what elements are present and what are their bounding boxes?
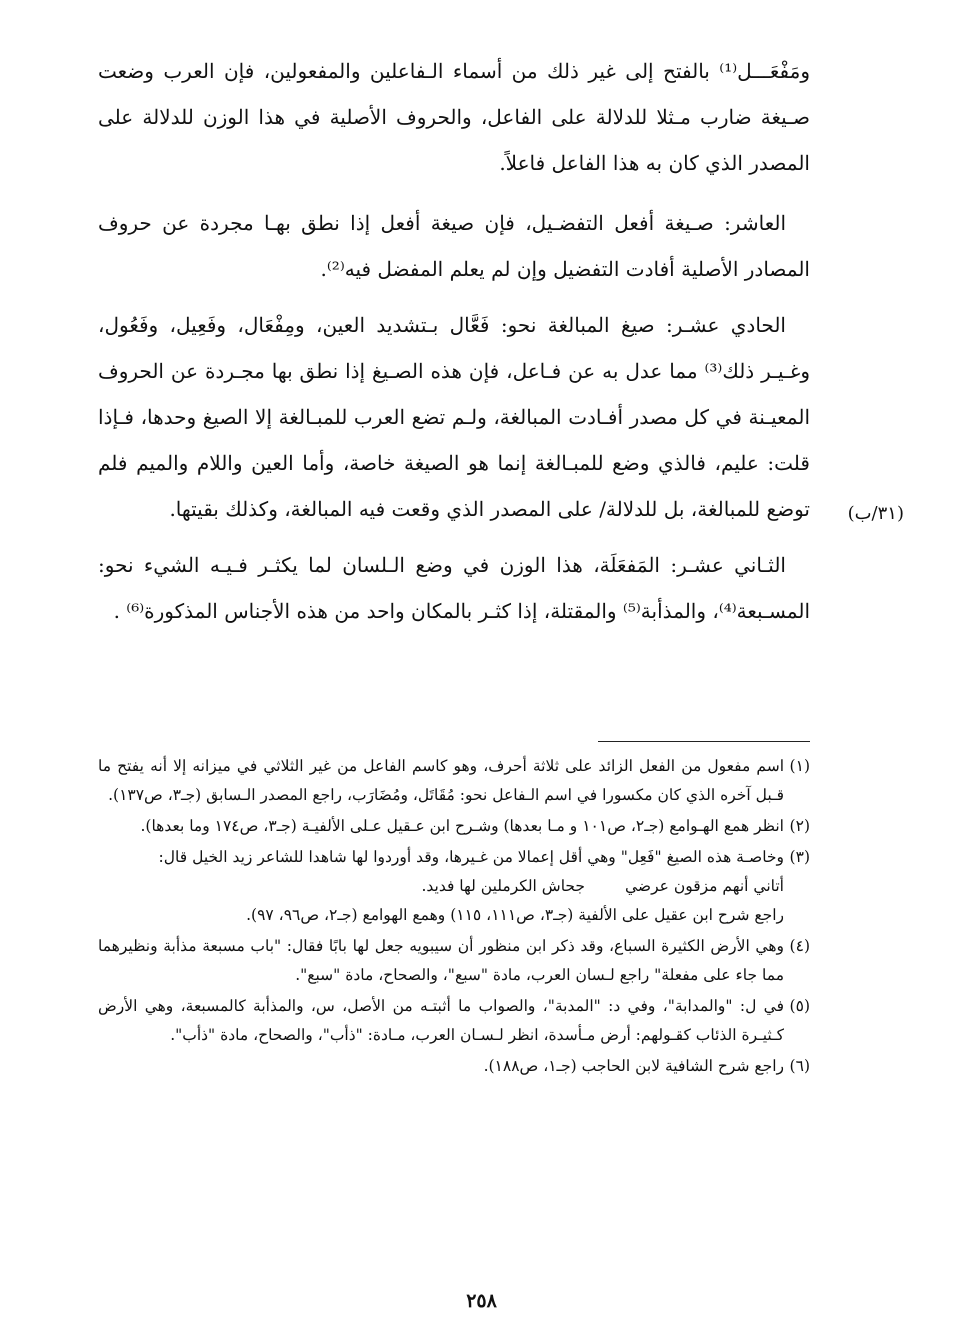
footnote-text: انظر همع الهـوامع (جـ٢، ص١٠١ و مـا بعدها) وشـرح ابن عـقيل عـلى الألفيـة (جـ٣، ص١٧٤ وما بعدها). [140,817,784,835]
page-number: ٢٥٨ [466,1290,497,1312]
footnote-number: (٥) [789,997,810,1015]
paragraph-2: العاشر: صـيغة أفعل التفضـيل، فإن صيغة أفعل إذا نطق بهـا مجردة عن حروف المصادر الأصلية أفادت التفضيل وإن لم يعلم المفضل فيه⁽²⁾. [98,211,810,281]
verse-first-hemistich: أتاني أنهم مزقون عرضي [625,877,784,895]
footnote-5 [98,992,810,1050]
manuscript-folio-note: (٣١/ب) [847,503,904,524]
paragraph-3: الحادي عشـر: صيغ المبالغة نحو: فَعَّال بـتشديد العين، ومِفْعَال، وفَعِيل، وفَعُول، وغـيـر ذلك⁽³⁾ مما عدل به عن فـاعل، فإن هذه الصـيغ إذا نطق بها مجـردة عن الحروف المعيـنة في كل مصدر أفـادت المبالغة، ولـم تضع العرب للمبـالغة إلا الصيغ وحدها، فـإذا قلت: عليم، فالذي وضع للمبـالغة إنما هو الصيغة خاصة، وأما العين واللام والميم فلم توضع للمبالغة، بل للدلالة/ على المصدر الذي وقعت فيه المبالغة، وكذلك بقيتها. [98,313,810,521]
footnote-text: وهي الأرض الكثيرة السباع، وقد ذكر ابن منظور أن سيبويه جعل لها بابًا فقال: "باب مسبعة مذأبة ونظيرهما مما جاء على مفعلة" راجع لـسان العرب، مادة "سبع"، والصحاح، مادة "سبع". [98,937,784,984]
footnote-4 [98,932,810,990]
footnote-number: (٣) [789,848,810,866]
verse-second-hemistich: جحاش الكرملين لها فديد. [421,877,586,895]
footnote-text: راجع شرح الشافية لابن الحاجب (جـ١، ص١٨٨). [483,1057,784,1075]
footnote-6 [98,1052,810,1081]
footnote-reference: راجع شرح ابن عقيل على الألفية (جـ٣، ص١١١، ١١٥) وهمع الهوامع (جـ٢، ص٩٦، ٩٧). [246,906,784,924]
paragraph-4: الثـاني عشـر: المَفعَلَة، هذا الوزن في وضع الـلسان لما يكثـر فـيـه الشيء نحو: المسـبعة⁽⁴⁾، والمذأبة⁽⁵⁾ والمقتلة، إذا كثـر بالمكان واحد من هذه الأجناس المذكورة⁽⁶⁾ . [98,553,810,623]
footnote-text: في ل: "والمدابة"، وفي د: "المدبة"، والصواب ما أثبتـه من الأصل، س، والمذأبة كالمسبعة، وهي الأرض كـثيـرة الذئاب كقـولهم: أرض مـأسدة، انظر لـسـان العرب، مـادة: "ذأب"، والصحاح، مادة "ذأب". [98,997,784,1044]
footnote-1 [98,752,810,810]
footnote-number: (١) [789,757,810,775]
footnote-text: وخاصـة هذه الصيغ "فَعِل" وهي أقل إعمالا من غـيرها، وقد أوردوا لها شاهدا للشاعر زيد الخيل قال: [158,848,784,866]
footnote-number: (٦) [789,1057,810,1075]
main-text [98,48,810,644]
footnote-2 [98,812,810,841]
footnotes [98,752,810,1083]
footnote-text: اسم مفعول من الفعل الزائد على ثلاثة أحرف، وهو كاسم الفاعل من غير الثلاثي في ميزانه إلا أنه يفتح ما قـبل آخره الذي كان مكسورا في اسم الـفاعل نحو: مُقَاتَل، ومُضَارَب، راجع المصدر الـسابق (جـ٣، ص١٣٧). [98,757,784,804]
paragraph-1: ومَفْعَـــل⁽¹⁾ بالفتح إلى غير ذلك من أسماء الـفاعلين والمفعولين، فإن العرب وضعت صـيغة ضارب مـثلا للدلالة على الفاعل، والحروف الأصلية في هذا الوزن للدلالة على المصدر الذي كان به هذا الفاعل فاعلاً. [98,59,810,175]
poetry-verse [98,872,784,901]
footnote-separator [598,741,810,742]
footnote-3 [98,843,810,930]
footnote-number: (٤) [789,937,810,955]
footnote-number: (٢) [789,817,810,835]
